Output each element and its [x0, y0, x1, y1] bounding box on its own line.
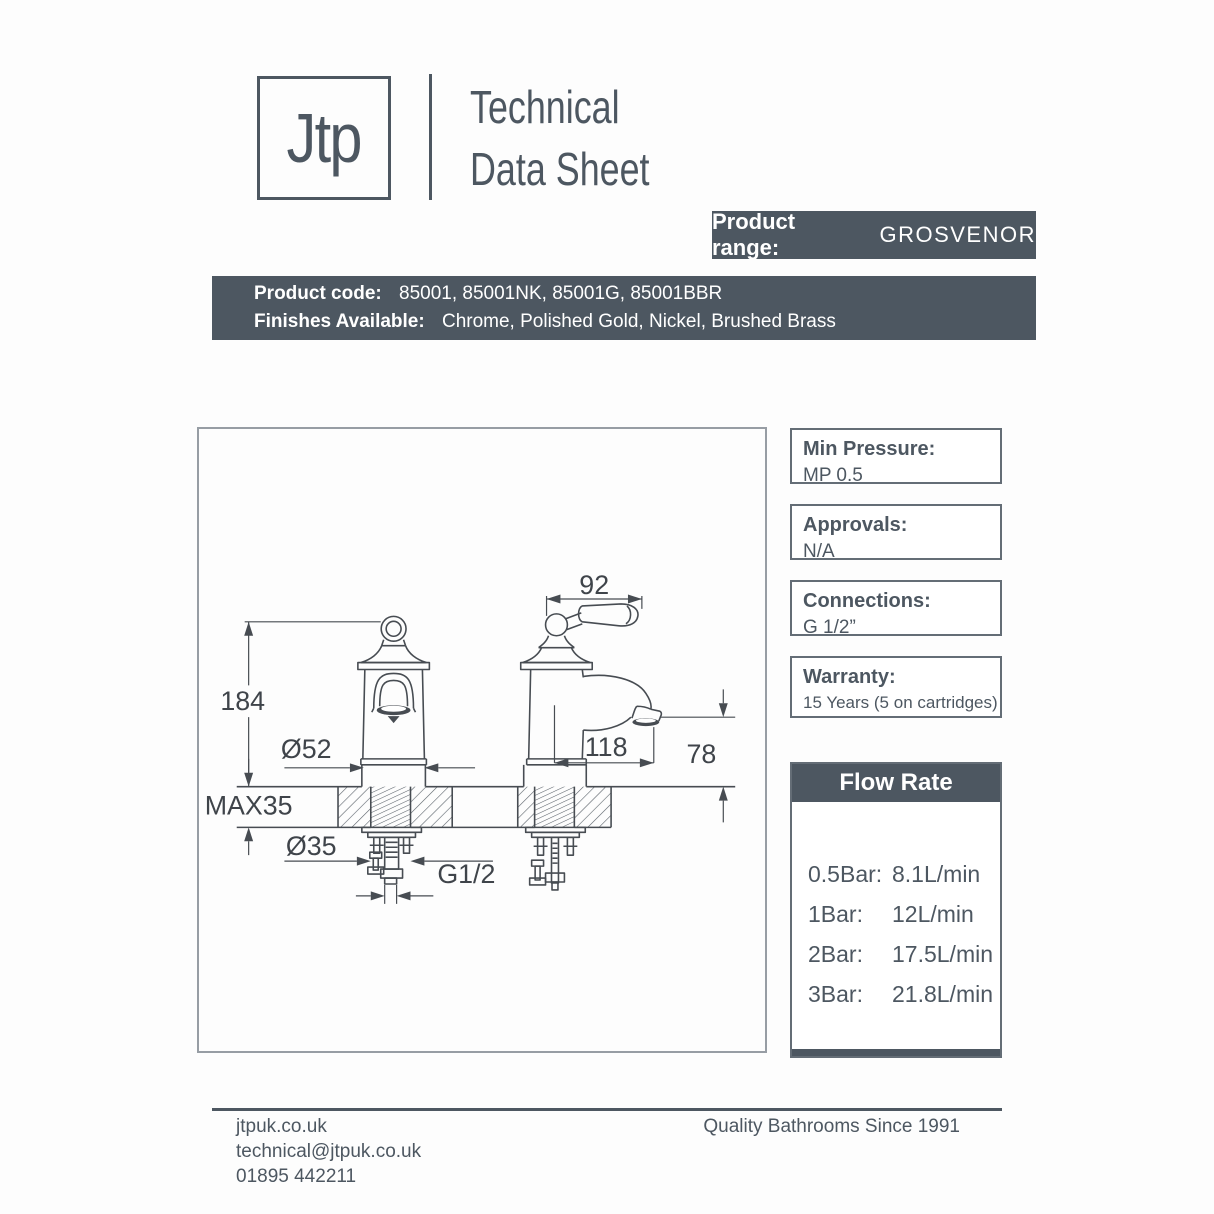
dim-label-body-diameter: Ø52 [280, 733, 332, 764]
footer-divider-line [212, 1108, 1002, 1111]
min-pressure-label: Min Pressure: [803, 438, 936, 460]
dim-label-hole-diameter: Ø35 [285, 831, 337, 862]
finishes-row [254, 308, 1036, 336]
flow-pressure: 0.5Bar: [808, 860, 883, 887]
product-code-value: 85001, 85001NK, 85001G, 85001BBR [399, 283, 723, 304]
page-title [470, 76, 700, 200]
flow-pressure: 1Bar: [808, 900, 863, 927]
product-range-value: GROSVENOR [879, 222, 1036, 247]
dim-label-spout-reach: 118 [584, 731, 628, 762]
flow-rate-bottom-bar [792, 1049, 1000, 1056]
min-pressure-value: MP 0.5 [803, 465, 863, 486]
spec-box-approvals [790, 504, 1002, 560]
finishes-label: Finishes Available: [254, 311, 425, 332]
dim-label-handle-width: 92 [579, 570, 610, 601]
warranty-label: Warranty: [803, 666, 896, 688]
warranty-value: 15 Years (5 on cartridges) [803, 693, 998, 712]
spec-box-min-pressure [790, 428, 1002, 484]
tap-technical-drawing [199, 429, 765, 1051]
product-range-label: Product range: [712, 209, 796, 260]
jtp-logo-text: Jtp [286, 99, 362, 177]
tap-front-view [358, 616, 429, 884]
footer-email: technical@jtpuk.co.uk [236, 1141, 422, 1162]
footer-tagline: Quality Bathrooms Since 1991 [703, 1116, 960, 1137]
flow-rate-value: 21.8L/min [892, 980, 994, 1007]
spec-box-connections [790, 580, 1002, 636]
flow-rate-row [808, 854, 1000, 894]
page-title-line2: Data Sheet [470, 143, 650, 195]
finishes-value: Chrome, Polished Gold, Nickel, Brushed Brass [441, 311, 836, 332]
flow-rate-value: 12L/min [892, 900, 974, 927]
flow-rate-row [808, 934, 1000, 974]
dim-label-height: 184 [220, 686, 266, 717]
jtp-logo [257, 76, 391, 200]
dimension-labels [205, 570, 717, 889]
flow-pressure: 3Bar: [808, 980, 863, 1007]
flow-rate-value: 17.5L/min [892, 940, 994, 967]
spout-outlets [377, 705, 660, 726]
product-code-label: Product code: [254, 283, 382, 304]
footer-phone: 01895 442211 [236, 1166, 357, 1187]
connections-label: Connections: [803, 590, 931, 612]
footer-website: jtpuk.co.uk [236, 1116, 327, 1137]
flow-rate-row [808, 894, 1000, 934]
flow-rate-value: 8.1L/min [892, 860, 981, 887]
spec-box-warranty [790, 656, 1002, 718]
flow-pressure: 2Bar: [808, 940, 863, 967]
flow-rate-header: Flow Rate [792, 764, 1000, 802]
page-title-line1: Technical [470, 81, 620, 133]
connections-value: G 1/2” [803, 617, 856, 638]
flow-rate-row [808, 974, 1000, 1014]
product-range-banner [712, 211, 1036, 259]
flow-rate-box [790, 762, 1002, 1058]
approvals-value: N/A [803, 541, 835, 562]
approvals-label: Approvals: [803, 514, 908, 536]
flow-rate-rows [792, 802, 1000, 1014]
dim-label-thread: G1/2 [437, 858, 496, 889]
technical-drawing-box [197, 427, 767, 1053]
footer-contact [236, 1114, 421, 1189]
product-code-row [254, 280, 1036, 308]
dim-label-spout-height: 78 [686, 738, 717, 769]
header-divider [429, 74, 432, 200]
dim-label-max-deck: MAX35 [204, 790, 293, 821]
product-info-banner [212, 276, 1036, 340]
counter-cross-section [338, 787, 611, 828]
